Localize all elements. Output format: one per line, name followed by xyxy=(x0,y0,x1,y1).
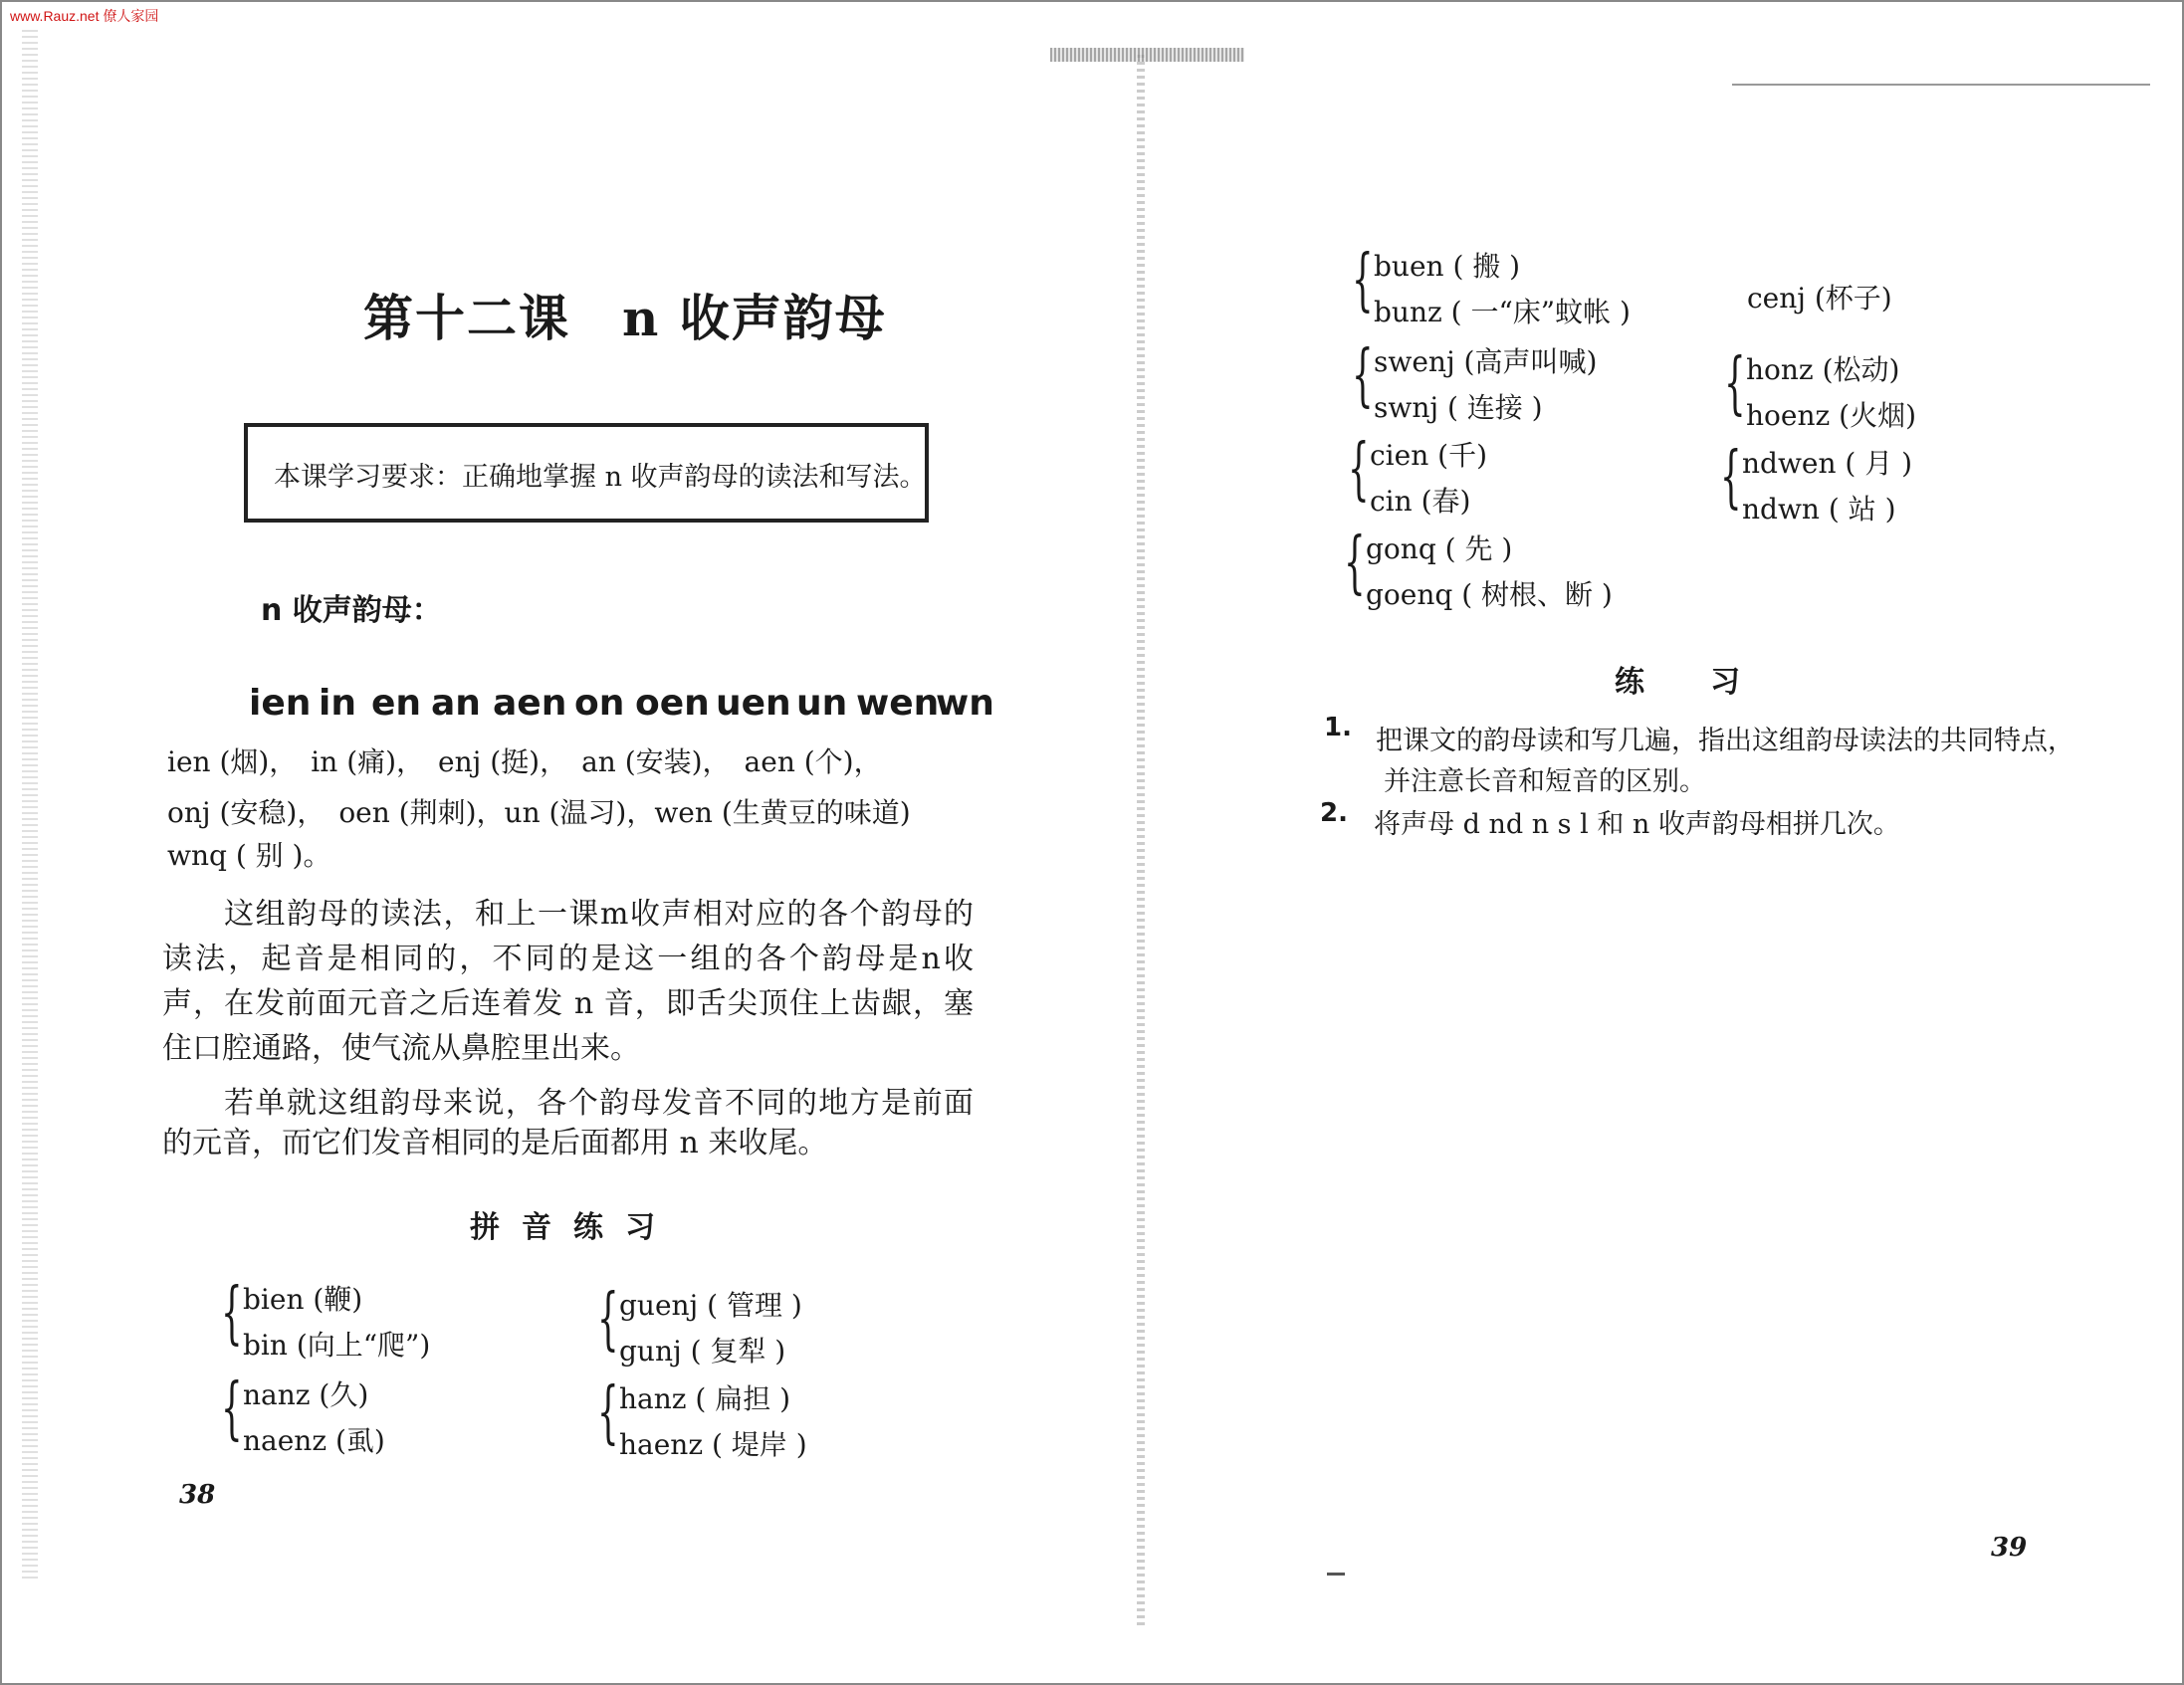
final-item: wen xyxy=(856,683,940,724)
practice-word: cin (春) xyxy=(1370,485,1471,518)
brace-icon: { xyxy=(597,1373,619,1452)
paragraph-line: 的元音，而它们发音相同的是后面都用 n 来收尾。 xyxy=(162,1126,828,1160)
practice-word: bien (鞭) xyxy=(243,1283,363,1316)
brace-icon: { xyxy=(221,1274,243,1353)
paragraph-line: 读法，起音是相同的，不同的是这一组的各个韵母是n收 xyxy=(162,942,974,976)
practice-word: hoenz (火烟) xyxy=(1746,399,1916,432)
final-item: in xyxy=(319,683,356,724)
paragraph-line: 若单就这组韵母来说，各个韵母发音不同的地方是前面 xyxy=(224,1086,974,1121)
page-number-left: 38 xyxy=(179,1480,216,1510)
brace-icon: { xyxy=(1348,430,1370,509)
example-line: wnq ( 别 )。 xyxy=(167,839,331,872)
final-item: wn xyxy=(936,683,994,724)
book-gutter xyxy=(1137,55,1145,1627)
practice-word: bin (向上“爬”) xyxy=(243,1329,431,1362)
single-word: cenj (杯子) xyxy=(1747,282,1892,315)
practice-word: bunz ( 一“床”蚊帐 ) xyxy=(1374,296,1631,328)
practice-word: buen ( 搬 ) xyxy=(1374,250,1521,283)
practice-word: ndwn ( 站 ) xyxy=(1742,493,1896,526)
exercise-line: 并注意长音和短音的区别。 xyxy=(1384,766,1706,797)
practice-word: guenj ( 管理 ) xyxy=(619,1289,802,1322)
brace-icon: { xyxy=(1352,336,1374,415)
requirement-text: 本课学习要求：正确地掌握 n 收声韵母的读法和写法。 xyxy=(274,462,927,493)
practice-word: hanz ( 扁担 ) xyxy=(619,1382,791,1415)
lesson-title: 第十二课 n 收声韵母 xyxy=(363,289,887,347)
final-item: oen xyxy=(635,683,710,724)
practice-word: gonq ( 先 ) xyxy=(1366,532,1513,565)
exercise-number: 2. xyxy=(1320,798,1348,828)
practice-word: gunj ( 复犁 ) xyxy=(619,1335,786,1368)
scan-artifact-dash xyxy=(1327,1573,1345,1576)
brace-icon: { xyxy=(1720,438,1742,517)
practice-word: cien (千) xyxy=(1370,439,1487,472)
practice-word: goenq ( 树根、断 ) xyxy=(1366,578,1613,611)
practice-word: ndwen ( 月 ) xyxy=(1742,447,1913,480)
practice-word: nanz (久) xyxy=(243,1378,369,1411)
exercise-line: 把课文的韵母读和写几遍，指出这组韵母读法的共同特点， xyxy=(1376,726,2075,756)
practice-word: honz (松动) xyxy=(1746,353,1900,386)
gutter-scan-artifact xyxy=(1050,48,1244,62)
brace-icon: { xyxy=(1352,241,1374,319)
brace-icon: { xyxy=(597,1280,619,1359)
exercise-line: 将声母 d nd n s l 和 n 收声韵母相拼几次。 xyxy=(1374,809,1900,840)
paragraph-line: 这组韵母的读法，和上一课m收声相对应的各个韵母的 xyxy=(224,897,974,932)
final-item: ien xyxy=(249,683,312,724)
watermark: www.Rauz.net 僚人家园 xyxy=(10,8,159,24)
final-item: un xyxy=(796,683,848,724)
finals-heading: n 收声韵母： xyxy=(261,593,442,628)
finals-row xyxy=(249,683,994,735)
brace-icon: { xyxy=(1344,524,1366,602)
brace-icon: { xyxy=(1724,344,1746,423)
scan-edge-shadow xyxy=(22,30,38,1582)
final-item: aen xyxy=(493,683,567,724)
exercise-title: 练习 xyxy=(1615,665,1806,700)
example-line: onj (安稳)， oen (荆刺)，un (温习)，wen (生黄豆的味道) xyxy=(167,796,911,829)
practice-word: swnj ( 连接 ) xyxy=(1374,391,1543,424)
final-item: en xyxy=(371,683,422,724)
scan-artifact-line xyxy=(1732,84,2150,86)
practice-word: swenj (高声叫喊) xyxy=(1374,345,1598,378)
practice-word: naenz (虱) xyxy=(243,1424,385,1457)
paragraph-line: 住口腔通路，使气流从鼻腔里出来。 xyxy=(162,1031,640,1066)
example-line: ien (烟)， in (痛)， enj (挺)， an (安装)， aen (个)， xyxy=(167,745,882,778)
final-item: an xyxy=(431,683,481,724)
final-item: on xyxy=(574,683,625,724)
exercise-number: 1. xyxy=(1324,713,1352,742)
practice-title: 拼音练习 xyxy=(470,1210,677,1245)
practice-word: haenz ( 堤岸 ) xyxy=(619,1428,807,1461)
brace-icon: { xyxy=(221,1369,243,1448)
page-number-right: 39 xyxy=(1991,1533,2028,1563)
final-item: uen xyxy=(716,683,791,724)
paragraph-line: 声，在发前面元音之后连着发 n 音，即舌尖顶住上齿龈，塞 xyxy=(162,986,974,1021)
